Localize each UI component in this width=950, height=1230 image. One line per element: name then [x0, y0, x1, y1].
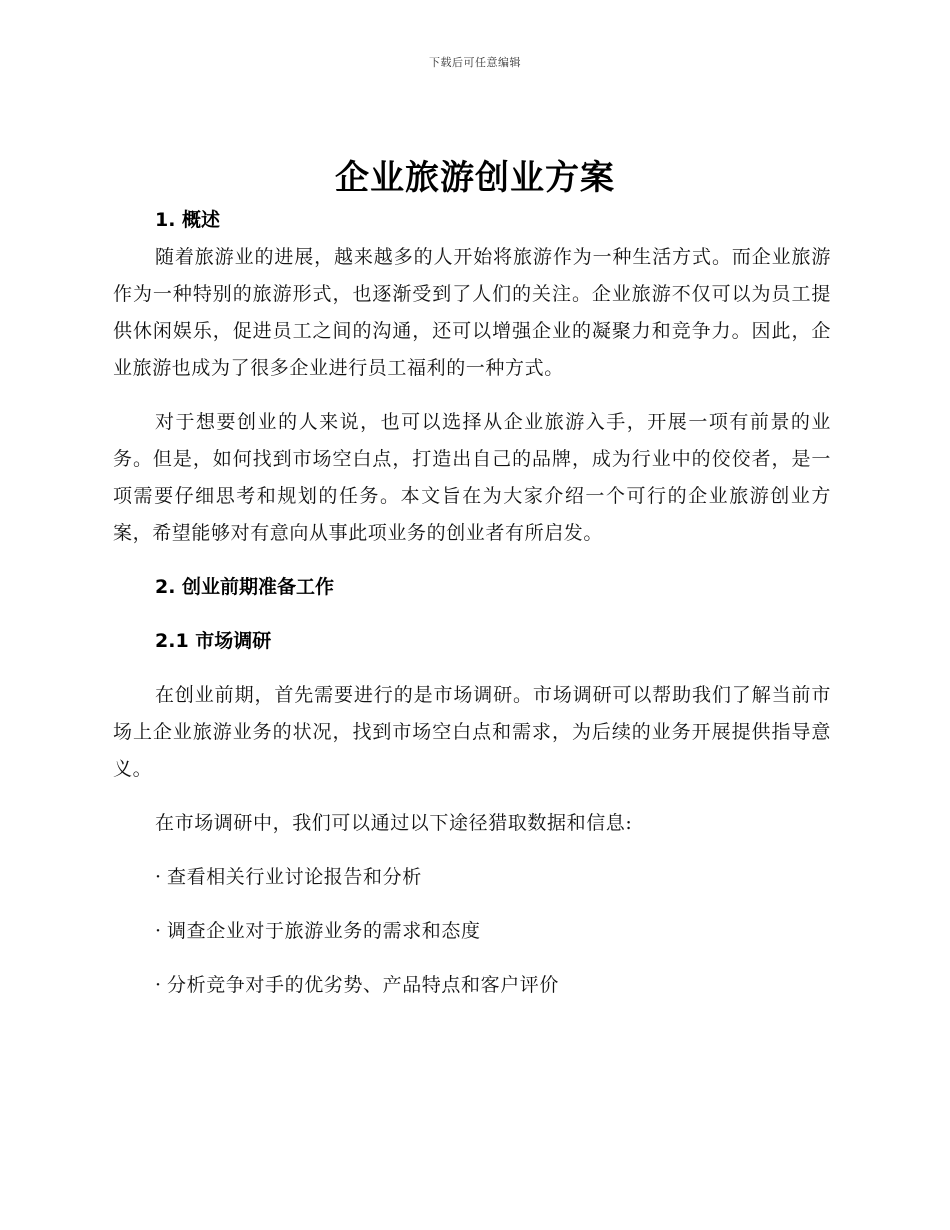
- section-heading-overview: 1. 概述: [155, 209, 221, 231]
- paragraph: 对于想要创业的人来说，也可以选择从企业旅游入手，开展一项有前景的业务。但是，如何找到市场空白点，打造出自己的品牌，成为行业中的佼佼者，是一项需要仔细思考和规划的任务。本文旨在为大家介绍一个可行的企业旅游创业方案，希望能够对有意向从事此项业务的创业者有所启发。: [113, 411, 831, 544]
- document-title: 企业旅游创业方案: [335, 158, 615, 198]
- paragraph: 在市场调研中，我们可以通过以下途径猎取数据和信息:: [155, 812, 633, 834]
- section-heading-preparation: 2. 创业前期准备工作: [155, 576, 335, 598]
- list-item-text: 分析竞争对手的优劣势、产品特点和客户评价: [167, 974, 560, 996]
- bullet-dot-icon: ·: [155, 974, 162, 996]
- subsection-heading-market-research: 2.1 市场调研: [155, 630, 272, 652]
- header-note: 下载后可任意编辑: [429, 56, 521, 69]
- list-item: [113, 967, 831, 1004]
- bullet-dot-icon: ·: [155, 866, 162, 888]
- list-item-text: 调查企业对于旅游业务的需求和态度: [167, 920, 481, 942]
- document-body: [113, 200, 831, 1004]
- list-item: [113, 913, 831, 950]
- paragraph: 随着旅游业的进展，越来越多的人开始将旅游作为一种生活方式。而企业旅游作为一种特别的旅游形式，也逐渐受到了人们的关注。企业旅游不仅可以为员工提供休闲娱乐，促进员工之间的沟通，还可以增强企业的凝聚力和竞争力。因此，企业旅游也成为了很多企业进行员工福利的一种方式。: [113, 246, 831, 379]
- list-item: [113, 859, 831, 896]
- paragraph: 在创业前期，首先需要进行的是市场调研。市场调研可以帮助我们了解当前市场上企业旅游业务的状况，找到市场空白点和需求，为后续的业务开展提供指导意义。: [113, 684, 831, 780]
- list-item-text: 查看相关行业讨论报告和分析: [167, 866, 422, 888]
- bullet-dot-icon: ·: [155, 920, 162, 942]
